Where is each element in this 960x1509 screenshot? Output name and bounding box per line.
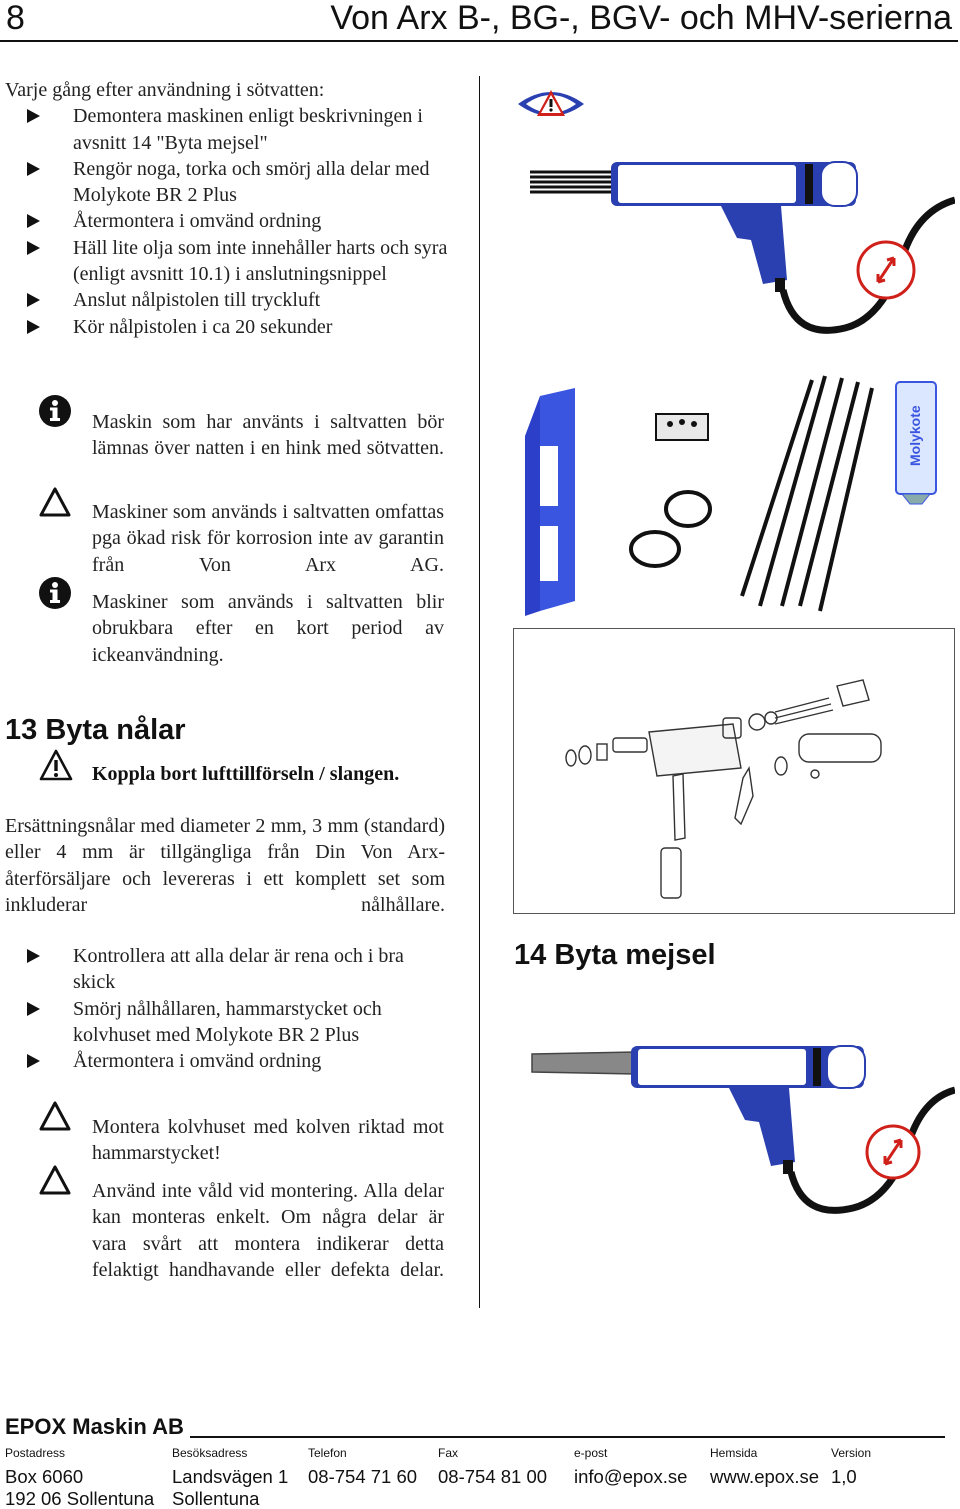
list-item: Kör nålpistolen i ca 20 sekunder xyxy=(5,314,450,340)
list-item: Återmontera i omvänd ordning xyxy=(5,1048,450,1074)
list-item: Smörj nålhållaren, hammarstycket och kolvhuset med Molykote BR 2 Plus xyxy=(5,996,450,1049)
note-text: Maskin som har använts i saltvatten bör lämnas över natten i en hink med sötvatten. xyxy=(92,411,444,460)
footer-website-link[interactable]: www.epox.se xyxy=(710,1466,819,1487)
footer-email-link[interactable]: info@epox.se xyxy=(574,1466,688,1487)
footer-phone: 08-754 71 60 xyxy=(308,1466,418,1487)
section-14-heading: 14 Byta mejsel xyxy=(514,939,716,971)
chisel xyxy=(532,1052,635,1074)
bullet-arrow-icon xyxy=(27,1002,40,1016)
eye-warning-icon xyxy=(516,84,586,124)
list-item: Demontera maskinen enligt beskrivningen i avsnitt 14 "Byta mejsel" xyxy=(5,103,450,156)
warning-icon xyxy=(38,486,72,518)
footer-label: Postadress xyxy=(5,1446,66,1460)
bullet-arrow-icon xyxy=(27,109,40,123)
footer-label: e-post xyxy=(574,1446,608,1460)
molykote-tube xyxy=(896,382,936,504)
needle-set xyxy=(742,376,872,611)
page-number: 8 xyxy=(6,0,25,37)
bullet-arrow-icon xyxy=(27,949,40,963)
list-item: Anslut nålpistolen till tryckluft xyxy=(5,287,450,313)
section-13-heading: 13 Byta nålar xyxy=(5,714,186,746)
bullet-arrow-icon xyxy=(27,320,40,334)
tool-grip xyxy=(721,206,787,284)
warning-icon xyxy=(38,1164,72,1196)
footer-version: 1,0 xyxy=(831,1466,857,1487)
footer-label: Besöksadress xyxy=(172,1446,248,1460)
footer-visit-line-1: Landsvägen 1 xyxy=(172,1466,289,1487)
bullet-arrow-icon xyxy=(27,293,40,307)
bullet-arrow-icon xyxy=(27,214,40,228)
info-icon xyxy=(38,394,72,428)
footer-rule xyxy=(190,1436,945,1438)
intro-steps xyxy=(5,103,450,340)
footer-visit-line-2: Sollentuna xyxy=(172,1488,260,1509)
o-ring xyxy=(666,492,710,526)
note-text: Använd inte våld vid montering. Alla delar kan monteras enkelt. Om några delar är vara svårt att montera indikerar detta felaktigt handhavande eller defekta delar. xyxy=(92,1180,444,1281)
warning-exclamation-icon xyxy=(38,748,74,782)
page-title: Von Arx B-, BG-, BGV- och MHV-serierna xyxy=(330,0,952,37)
footer-fax: 08-754 81 00 xyxy=(438,1466,548,1487)
header-rule xyxy=(0,40,958,42)
footer-postal-line-1: Box 6060 xyxy=(5,1466,84,1487)
note-text: Maskiner som används i saltvatten blir obrukbara efter en kort period av ickeanvändning. xyxy=(92,591,444,666)
footer-label: Version xyxy=(831,1446,872,1460)
footer-label: Fax xyxy=(438,1446,459,1460)
intro-block xyxy=(5,77,465,340)
footer-company: EPOX Maskin AB xyxy=(5,1414,184,1439)
o-ring xyxy=(631,532,679,566)
disconnect-warning: Koppla bort lufttillförseln / slangen. xyxy=(92,763,400,785)
tool-grip xyxy=(729,1088,795,1166)
chisel-tool-figure xyxy=(527,1040,955,1220)
section-13-steps xyxy=(5,943,450,1074)
column-divider xyxy=(479,76,480,1308)
tube-label: Molykote xyxy=(907,405,923,466)
note-text: Maskiner som används i saltvatten omfattas pga ökad risk för korrosion inte av garantin från Von Arx AG. xyxy=(92,501,444,576)
bullet-arrow-icon xyxy=(27,241,40,255)
note-text: Montera kolvhuset med kolven riktad mot hammarstycket! xyxy=(92,1116,444,1165)
needle-scaler-figure xyxy=(525,150,955,350)
list-item: Återmontera i omvänd ordning xyxy=(5,208,450,234)
footer-postal-line-2: 192 06 Sollentuna xyxy=(5,1488,155,1509)
section-13-steps-block xyxy=(5,943,450,1074)
bullet-arrow-icon xyxy=(27,162,40,176)
exploded-view-figure xyxy=(513,628,955,914)
list-item: Rengör noga, torka och smörj alla delar med Molykote BR 2 Plus xyxy=(5,156,450,209)
bullet-arrow-icon xyxy=(27,1054,40,1068)
parts-figure xyxy=(520,366,945,622)
nozzle-part xyxy=(656,414,708,440)
list-item: Kontrollera att alla delar är rena och i bra skick xyxy=(5,943,450,996)
footer-label: Telefon xyxy=(308,1446,347,1460)
intro-lead: Varje gång efter användning i sötvatten: xyxy=(5,79,325,101)
warning-icon xyxy=(38,1100,72,1132)
needles xyxy=(530,172,615,192)
list-item: Häll lite olja som inte innehåller harts och syra (enligt avsnitt 10.1) i anslutningsnippel xyxy=(5,235,450,288)
section-13-body: Ersättningsnålar med diameter 2 mm, 3 mm (standard) eller 4 mm är tillgängliga från Din Von Arx-återförsäljare och levereras i ett komplett set som inkluderar nålhållare. xyxy=(5,815,445,916)
footer-label: Hemsida xyxy=(710,1446,758,1460)
info-icon xyxy=(38,576,72,610)
